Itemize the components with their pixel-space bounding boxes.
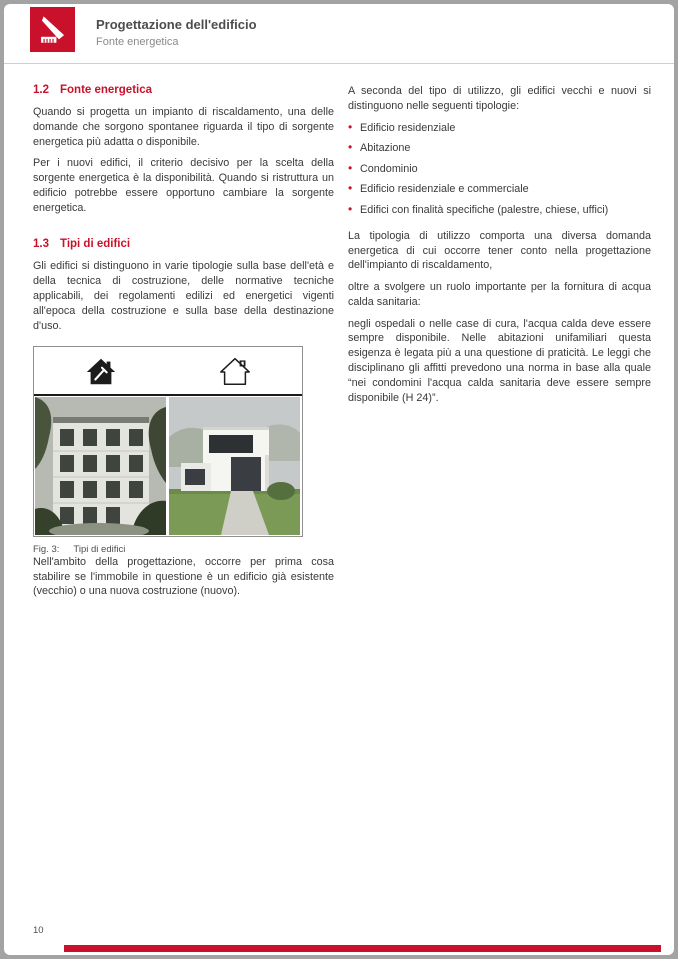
paragraph: La tipologia di utilizzo comporta una diversa domanda energetica di cui occorre tener conto nella progettazione dell'impianto di riscaldamento,: [348, 229, 651, 272]
building-type-list: [348, 121, 651, 217]
figure-tipi-di-edifici: [33, 346, 303, 537]
new-house-icon: [218, 354, 252, 388]
figure-caption-text: Tipi di edifici: [73, 543, 126, 555]
figure-photo-row: [34, 396, 302, 536]
page-header: [96, 17, 257, 48]
right-column: [348, 84, 651, 415]
figure-caption-label: Fig. 3:: [33, 543, 60, 555]
left-column: [33, 84, 334, 609]
list-item: • Edificio residenziale e commerciale: [348, 182, 651, 196]
section-title: Tipi di edifici: [60, 238, 131, 251]
list-item: • Condominio: [348, 162, 651, 176]
paragraph: Quando si progetta un impianto di riscaldamento, una delle domande che sorgono spontanee riguarda il tipo di sorgente energetica più adatta o disponibile.: [33, 106, 334, 148]
section-number: 1.2: [33, 84, 49, 96]
paragraph: oltre a svolgere un ruolo importante per la fornitura di acqua calda sanitaria:: [348, 281, 651, 308]
document-page: [4, 4, 674, 955]
section-number: 1.3: [33, 238, 49, 251]
header-divider: [4, 63, 674, 64]
paragraph: negli ospedali o nelle case di cura, l'acqua calda deve essere sempre disponibile. Nelle abitazioni unifamiliari questa esigenza è legata più a una questione di praticità. Le leggi che disciplinano gli affitti prevedono una norma in base alla quale “nei condomini l'acqua calda sanitaria deve essere sempre disponibile (H 24)”.: [348, 317, 651, 404]
list-item: • Edifici con finalità specifiche (palestre, chiese, uffici): [348, 203, 651, 217]
drafting-tools-icon: [36, 13, 70, 47]
brand-logo: [30, 7, 75, 52]
page-number: 10: [33, 925, 44, 936]
chapter-subtitle: Fonte energetica: [96, 36, 179, 48]
paragraph: Gli edifici si distinguono in varie tipologie sulla base dell'età e della tecnica di costruzione, delle normative tecniche applicabili, dei regolamenti edilizi ed energetici vigenti all'epoca della costruzione e sulla base della destinazione d'uso.: [33, 260, 334, 332]
section-title: Fonte energetica: [60, 84, 153, 96]
chapter-title: Progettazione dell'edificio: [96, 17, 257, 32]
paragraph: Nell'ambito della progettazione, occorre per prima cosa stabilire se l'immobile in questione è un edificio già esistente (vecchio) o una nuova costruzione (nuovo).: [33, 555, 334, 598]
old-house-icon: [84, 354, 118, 388]
section-heading-tipi-di-edifici: [33, 238, 334, 250]
figure-caption: [33, 544, 334, 555]
footer-accent-band: [64, 945, 661, 952]
paragraph: A seconda del tipo di utilizzo, gli edifici vecchi e nuovi si distinguono nelle seguenti tipologie:: [348, 85, 651, 112]
historic-building-photo: [35, 397, 166, 535]
section-heading-fonte-energetica: [33, 84, 334, 96]
figure-icon-row: [34, 347, 302, 394]
list-item: • Edificio residenziale: [348, 121, 651, 135]
modern-house-photo: [169, 397, 300, 535]
list-item: • Abitazione: [348, 141, 651, 155]
paragraph: Per i nuovi edifici, il criterio decisivo per la scelta della sorgente energetica è la disponibilità. Quando si ristruttura un edificio potrebbe essere opportuno cambiare la sorgente energetica.: [33, 157, 334, 214]
